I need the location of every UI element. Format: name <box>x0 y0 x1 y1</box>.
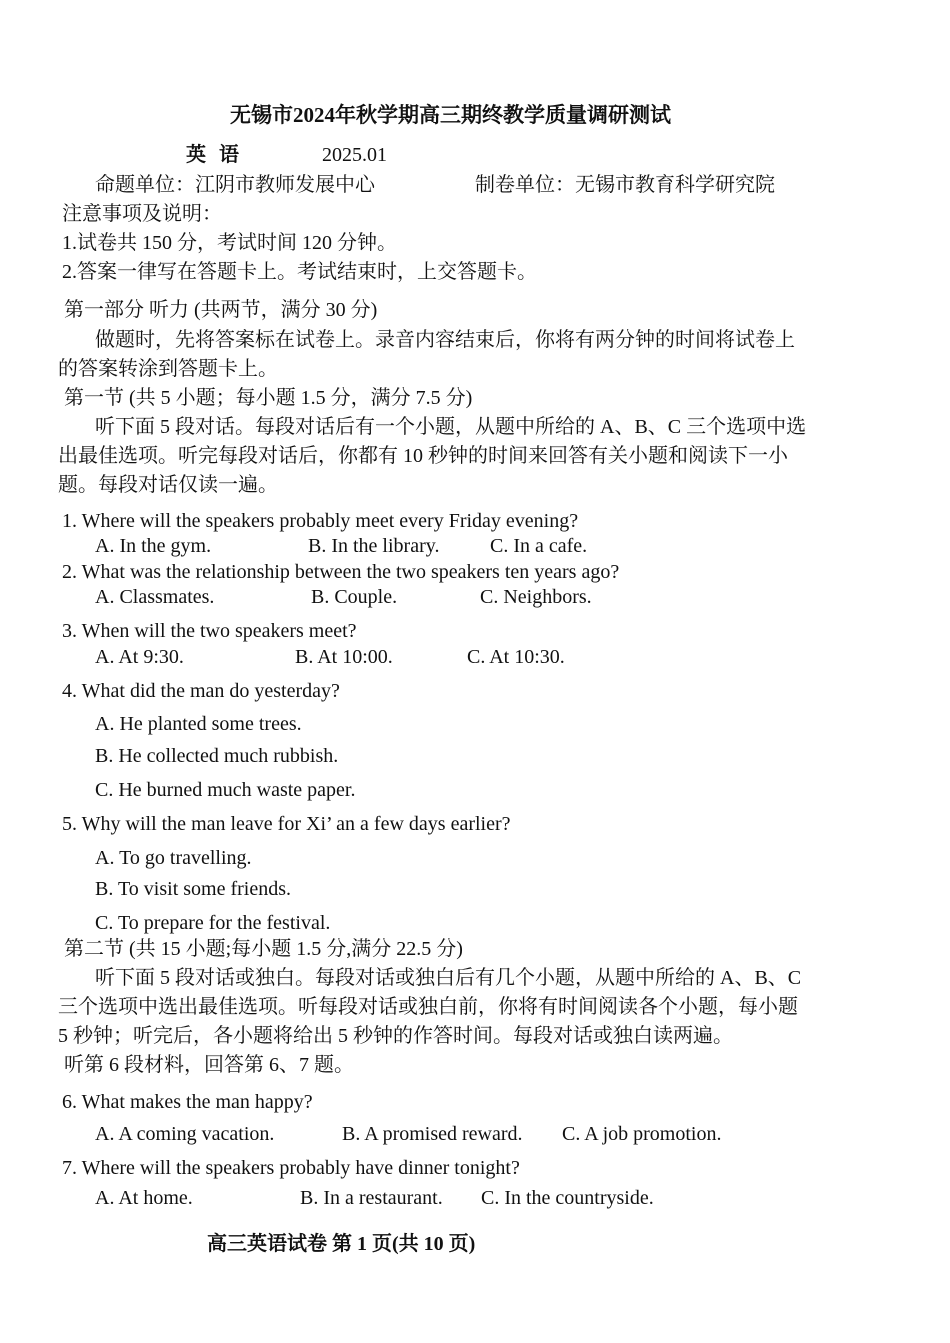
q7-option-c: C. In the countryside. <box>481 1187 654 1209</box>
q3-option-b: B. At 10:00. <box>295 646 393 668</box>
q2-option-c: C. Neighbors. <box>480 586 592 608</box>
setter-unit: 命题单位：江阴市教师发展中心 <box>95 174 375 196</box>
q4-option-c: C. He burned much waste paper. <box>95 779 356 801</box>
q3-option-c: C. At 10:30. <box>467 646 565 668</box>
question-1: 1. Where will the speakers probably meet every Friday evening? <box>62 510 579 532</box>
q1-option-a: A. In the gym. <box>95 535 212 557</box>
page-footer: 高三英语试卷 第 1 页(共 10 页) <box>207 1233 476 1255</box>
producer-unit: 制卷单位：无锡市教育科学研究院 <box>475 174 775 196</box>
section2-instruction: 5 秒钟；听完后，各小题将给出 5 秒钟的作答时间。每段对话或独白读两遍。 <box>58 1025 733 1047</box>
part1-instruction: 的答案转涂到答题卡上。 <box>58 358 278 380</box>
question-5: 5. Why will the man leave for Xi’ an a few days earlier? <box>62 813 511 835</box>
notes-heading: 注意事项及说明： <box>62 203 222 225</box>
material-6-note: 听第 6 段材料，回答第 6、7 题。 <box>64 1054 354 1076</box>
question-3: 3. When will the two speakers meet? <box>62 620 357 642</box>
section1-instruction: 出最佳选项。听完每段对话后，你都有 10 秒钟的时间来回答有关小题和阅读下一小 <box>58 445 788 467</box>
part1-heading: 第一部分 听力 (共两节，满分 30 分) <box>64 299 378 321</box>
subject-label: 英 语 <box>186 144 243 166</box>
q5-option-a: A. To go travelling. <box>95 847 252 869</box>
q1-option-b: B. In the library. <box>308 535 440 557</box>
note-item: 2.答案一律写在答题卡上。考试结束时，上交答题卡。 <box>62 261 537 283</box>
q2-option-a: A. Classmates. <box>95 586 215 608</box>
question-7: 7. Where will the speakers probably have dinner tonight? <box>62 1157 520 1179</box>
section2-instruction: 听下面 5 段对话或独白。每段对话或独白后有几个小题，从题中所给的 A、B、C <box>95 967 802 989</box>
exam-title: 无锡市2024年秋学期高三期终教学质量调研测试 <box>230 103 671 127</box>
note-item: 1.试卷共 150 分，考试时间 120 分钟。 <box>62 232 397 254</box>
q5-option-b: B. To visit some friends. <box>95 878 292 900</box>
section1-instruction: 题。每段对话仅读一遍。 <box>58 474 278 496</box>
section1-heading: 第一节 (共 5 小题；每小题 1.5 分，满分 7.5 分) <box>64 387 473 409</box>
q7-option-b: B. In a restaurant. <box>300 1187 443 1209</box>
q4-option-b: B. He collected much rubbish. <box>95 745 339 767</box>
q1-option-c: C. In a cafe. <box>490 535 588 557</box>
exam-date: 2025.01 <box>322 144 387 166</box>
question-2: 2. What was the relationship between the two speakers ten years ago? <box>62 561 620 583</box>
q7-option-a: A. At home. <box>95 1187 193 1209</box>
q6-option-a: A. A coming vacation. <box>95 1123 275 1145</box>
q4-option-a: A. He planted some trees. <box>95 713 302 735</box>
part1-instruction: 做题时，先将答案标在试卷上。录音内容结束后，你将有两分钟的时间将试卷上 <box>95 329 795 351</box>
question-4: 4. What did the man do yesterday? <box>62 680 340 702</box>
section2-instruction: 三个选项中选出最佳选项。听每段对话或独白前，你将有时间阅读各个小题，每小题 <box>58 996 798 1018</box>
section1-instruction: 听下面 5 段对话。每段对话后有一个小题，从题中所给的 A、B、C 三个选项中选 <box>95 416 807 438</box>
question-6: 6. What makes the man happy? <box>62 1091 313 1113</box>
q6-option-c: C. A job promotion. <box>562 1123 722 1145</box>
q6-option-b: B. A promised reward. <box>342 1123 523 1145</box>
q3-option-a: A. At 9:30. <box>95 646 184 668</box>
section2-heading: 第二节 (共 15 小题;每小题 1.5 分,满分 22.5 分) <box>64 938 463 960</box>
q2-option-b: B. Couple. <box>311 586 398 608</box>
q5-option-c: C. To prepare for the festival. <box>95 912 331 934</box>
